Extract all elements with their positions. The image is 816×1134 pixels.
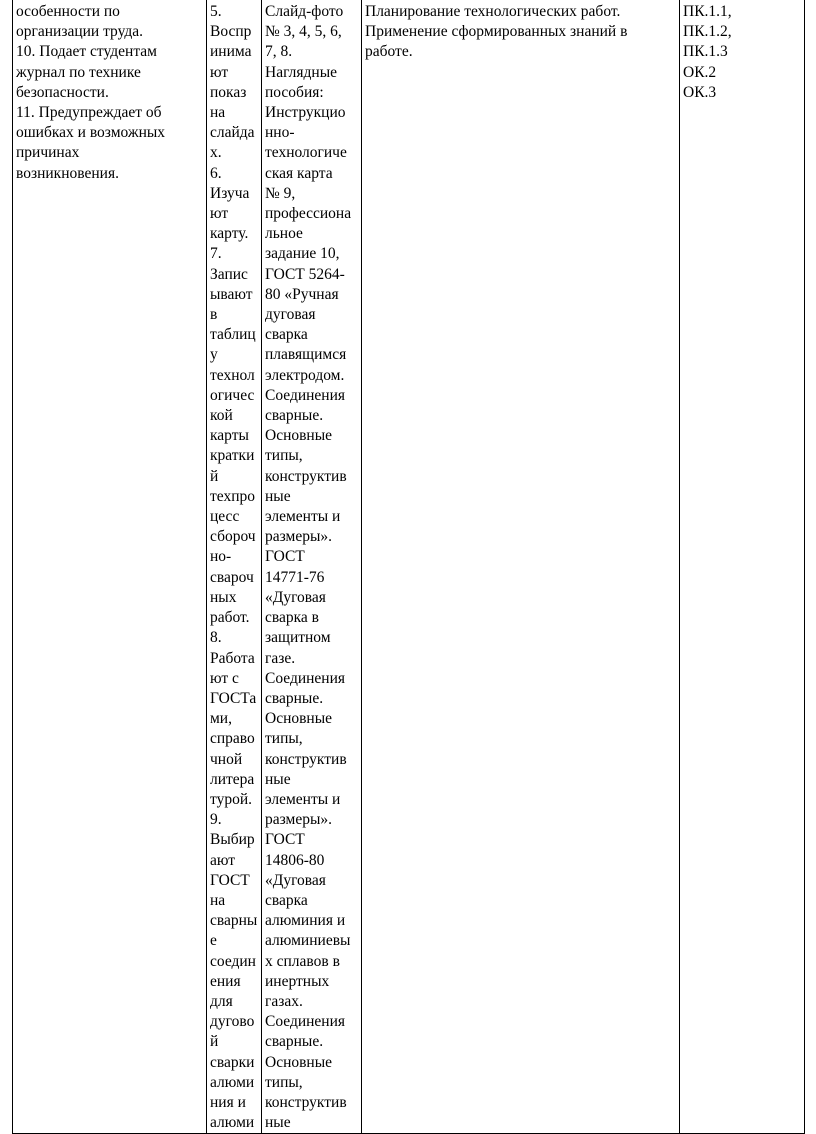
cell-text-line: № 3, 4, 5, 6, <box>265 23 342 41</box>
cell-text-line: Воспр <box>210 23 252 41</box>
cell-text-line: особенности по <box>16 3 120 20</box>
cell-text-line: «Дуговая <box>265 588 326 606</box>
cell-text-line: размеры». <box>265 528 333 546</box>
cell-text-line: ют <box>210 63 229 81</box>
cell-text-line: ГОСТ <box>265 548 305 566</box>
cell-text-line: ных <box>210 588 237 606</box>
cell-text-line: ПК.1.3 <box>683 43 728 61</box>
cell-text-line: Основные <box>265 427 333 445</box>
cell-text-line: 5. <box>210 3 222 20</box>
cell-text-line: ГОСТ <box>265 831 305 849</box>
cell-text-line: ГОСТ <box>210 871 250 889</box>
cell-text-line: карты <box>210 427 249 445</box>
cell-text-line: сварные. <box>265 407 324 425</box>
cell-text-line: конструктив <box>265 750 347 768</box>
cell-text-line: льное <box>265 225 303 243</box>
cell-text-line: на <box>210 104 226 122</box>
cell-text-line: ГОСТа <box>210 689 257 707</box>
document-table <box>12 0 805 1134</box>
cell-text-line: техпро <box>210 487 255 505</box>
cell-text-line: ПК.1.1, <box>683 3 732 20</box>
cell-text-line: кой <box>210 407 233 425</box>
cell-text-line: х сплавов в <box>265 952 340 970</box>
cell-text-line: «Дуговая <box>265 871 326 889</box>
cell-text-line: электродом. <box>265 366 345 384</box>
cell-text-line: типы, <box>265 730 303 748</box>
cell-text-line: ные <box>265 770 291 788</box>
teacher-activity-cell <box>13 0 207 1134</box>
cell-text-line: газах. <box>265 992 303 1010</box>
cell-text-line: Инструкцио <box>265 104 346 122</box>
cell-text-line: размеры». <box>265 811 333 829</box>
cell-text-line: технол <box>210 366 255 384</box>
cell-text-line: ОК.3 <box>683 83 717 101</box>
cell-text-line: плавящимся <box>265 346 347 364</box>
cell-text-line: № 9, <box>265 184 296 202</box>
cell-text-line: конструктив <box>265 1093 347 1111</box>
cell-text-line: дуговая <box>265 306 316 324</box>
cell-text-line: сварные. <box>265 1033 324 1051</box>
cell-text-line: ют <box>210 205 229 223</box>
cell-text-line: ОК.2 <box>683 63 717 81</box>
cell-text-line: типы, <box>265 1073 303 1091</box>
cell-text-line: дугово <box>210 1013 255 1031</box>
cell-text-line: кратки <box>210 447 255 465</box>
cell-text-line: на <box>210 891 226 909</box>
cell-text-line: технологиче <box>265 144 347 162</box>
cell-text-line: 14771-76 <box>265 568 325 586</box>
cell-text-line: алюми <box>210 1114 255 1132</box>
cell-text-line: причинах <box>16 144 80 162</box>
cell-text-line: Изуча <box>210 184 250 202</box>
cell-text-line: показ <box>210 83 247 101</box>
cell-text-line: возникновения. <box>16 164 119 182</box>
teaching-materials-cell <box>262 0 362 1134</box>
cell-text-line: безопасности. <box>16 83 109 101</box>
cell-text-line: ГОСТ 5264- <box>265 265 345 283</box>
cell-text-line: сбороч <box>210 528 256 546</box>
cell-text-line: ают <box>210 851 236 869</box>
cell-text-line: инертных <box>265 972 330 990</box>
cell-text-line: Слайд-фото <box>265 3 344 20</box>
cell-text-line: ют с <box>210 669 239 687</box>
cell-text-line: соедин <box>210 952 256 970</box>
student-activity-cell <box>207 0 262 1134</box>
cell-text-line: сварны <box>210 912 258 930</box>
cell-text-line: 80 «Ручная <box>265 285 339 303</box>
cell-text-line: свароч <box>210 568 254 586</box>
cell-text-line: слайда <box>210 124 255 142</box>
cell-text-line: конструктив <box>265 467 347 485</box>
cell-text-line: сварные. <box>265 689 324 707</box>
cell-text-line: работе. <box>365 43 413 61</box>
cell-text-line: ПК.1.2, <box>683 23 732 41</box>
cell-text-line: Основные <box>265 710 333 728</box>
cell-text-line: 7. <box>210 245 222 263</box>
cell-text-line: справо <box>210 730 255 748</box>
cell-text-line: элементы и <box>265 508 341 526</box>
cell-text-line: Применение сформированных знаний в <box>365 23 628 41</box>
cell-text-line: в <box>210 306 218 324</box>
cell-text-line: работ. <box>210 609 250 627</box>
cell-text-line: пособия: <box>265 83 324 101</box>
cell-text-line: организации труда. <box>16 23 144 41</box>
cell-text-line: ения <box>210 972 241 990</box>
cell-text-line: сварки <box>210 1053 255 1071</box>
cell-text-line: алюминия и <box>265 912 346 930</box>
cell-text-line: задание 10, <box>265 245 340 263</box>
cell-text-line: 9. <box>210 811 222 829</box>
competencies-cell <box>680 0 805 1134</box>
cell-text-line: 7, 8. <box>265 43 293 61</box>
cell-text-line: алюми <box>210 1073 255 1091</box>
cell-text-line: ская карта <box>265 164 333 182</box>
cell-text-line: карту. <box>210 225 249 243</box>
cell-text-line: ные <box>265 1114 291 1132</box>
cell-text-line: турой. <box>210 790 252 808</box>
cell-text-line: Планирование технологических работ. <box>365 3 621 20</box>
cell-text-line: алюминиевы <box>265 932 351 950</box>
cell-text-line: сварка в <box>265 609 319 627</box>
table-row <box>13 0 805 1134</box>
cell-text-line: Запис <box>210 265 248 283</box>
cell-text-line: ывают <box>210 285 253 303</box>
cell-text-line: таблиц <box>210 326 256 344</box>
learning-outcome-cell <box>362 0 680 1134</box>
cell-text-line: 10. Подает студентам <box>16 43 157 61</box>
cell-text-line: профессиона <box>265 205 352 223</box>
cell-text-line: 8. <box>210 629 222 647</box>
cell-text-line: Соединения <box>265 1013 346 1031</box>
cell-text-line: ошибках и возможных <box>16 124 166 142</box>
cell-text-line: но- <box>210 548 232 566</box>
cell-text-line: 11. Предупреждает об <box>16 104 162 122</box>
cell-text-line: ные <box>265 487 291 505</box>
cell-text-line: Выбир <box>210 831 255 849</box>
cell-text-line: Соединения <box>265 669 346 687</box>
cell-text-line: нно- <box>265 124 295 142</box>
cell-text-line: Работа <box>210 649 255 667</box>
cell-text-line: инима <box>210 43 252 61</box>
cell-text-line: сварка <box>265 891 308 909</box>
cell-text-line: чной <box>210 750 243 768</box>
cell-text-line: огичес <box>210 386 255 404</box>
cell-text-line: элементы и <box>265 790 341 808</box>
cell-text-line: 6. <box>210 164 222 182</box>
cell-text-line: журнал по технике <box>16 63 141 81</box>
cell-text-line: Основные <box>265 1053 333 1071</box>
cell-text-line: газе. <box>265 649 296 667</box>
cell-text-line: ми, <box>210 710 232 728</box>
cell-text-line: сварка <box>265 326 308 344</box>
cell-text-line: 14806-80 <box>265 851 325 869</box>
cell-text-line: Наглядные <box>265 63 337 81</box>
cell-text-line: у <box>210 346 218 364</box>
cell-text-line: типы, <box>265 447 303 465</box>
cell-text-line: й <box>210 467 219 485</box>
cell-text-line: х. <box>210 144 222 162</box>
cell-text-line: защитном <box>265 629 331 647</box>
cell-text-line: ния и <box>210 1093 246 1111</box>
cell-text-line: литера <box>210 770 255 788</box>
cell-text-line: е <box>210 932 217 950</box>
cell-text-line: Соединения <box>265 386 346 404</box>
cell-text-line: цесс <box>210 508 240 526</box>
cell-text-line: для <box>210 992 233 1010</box>
cell-text-line: й <box>210 1033 219 1051</box>
